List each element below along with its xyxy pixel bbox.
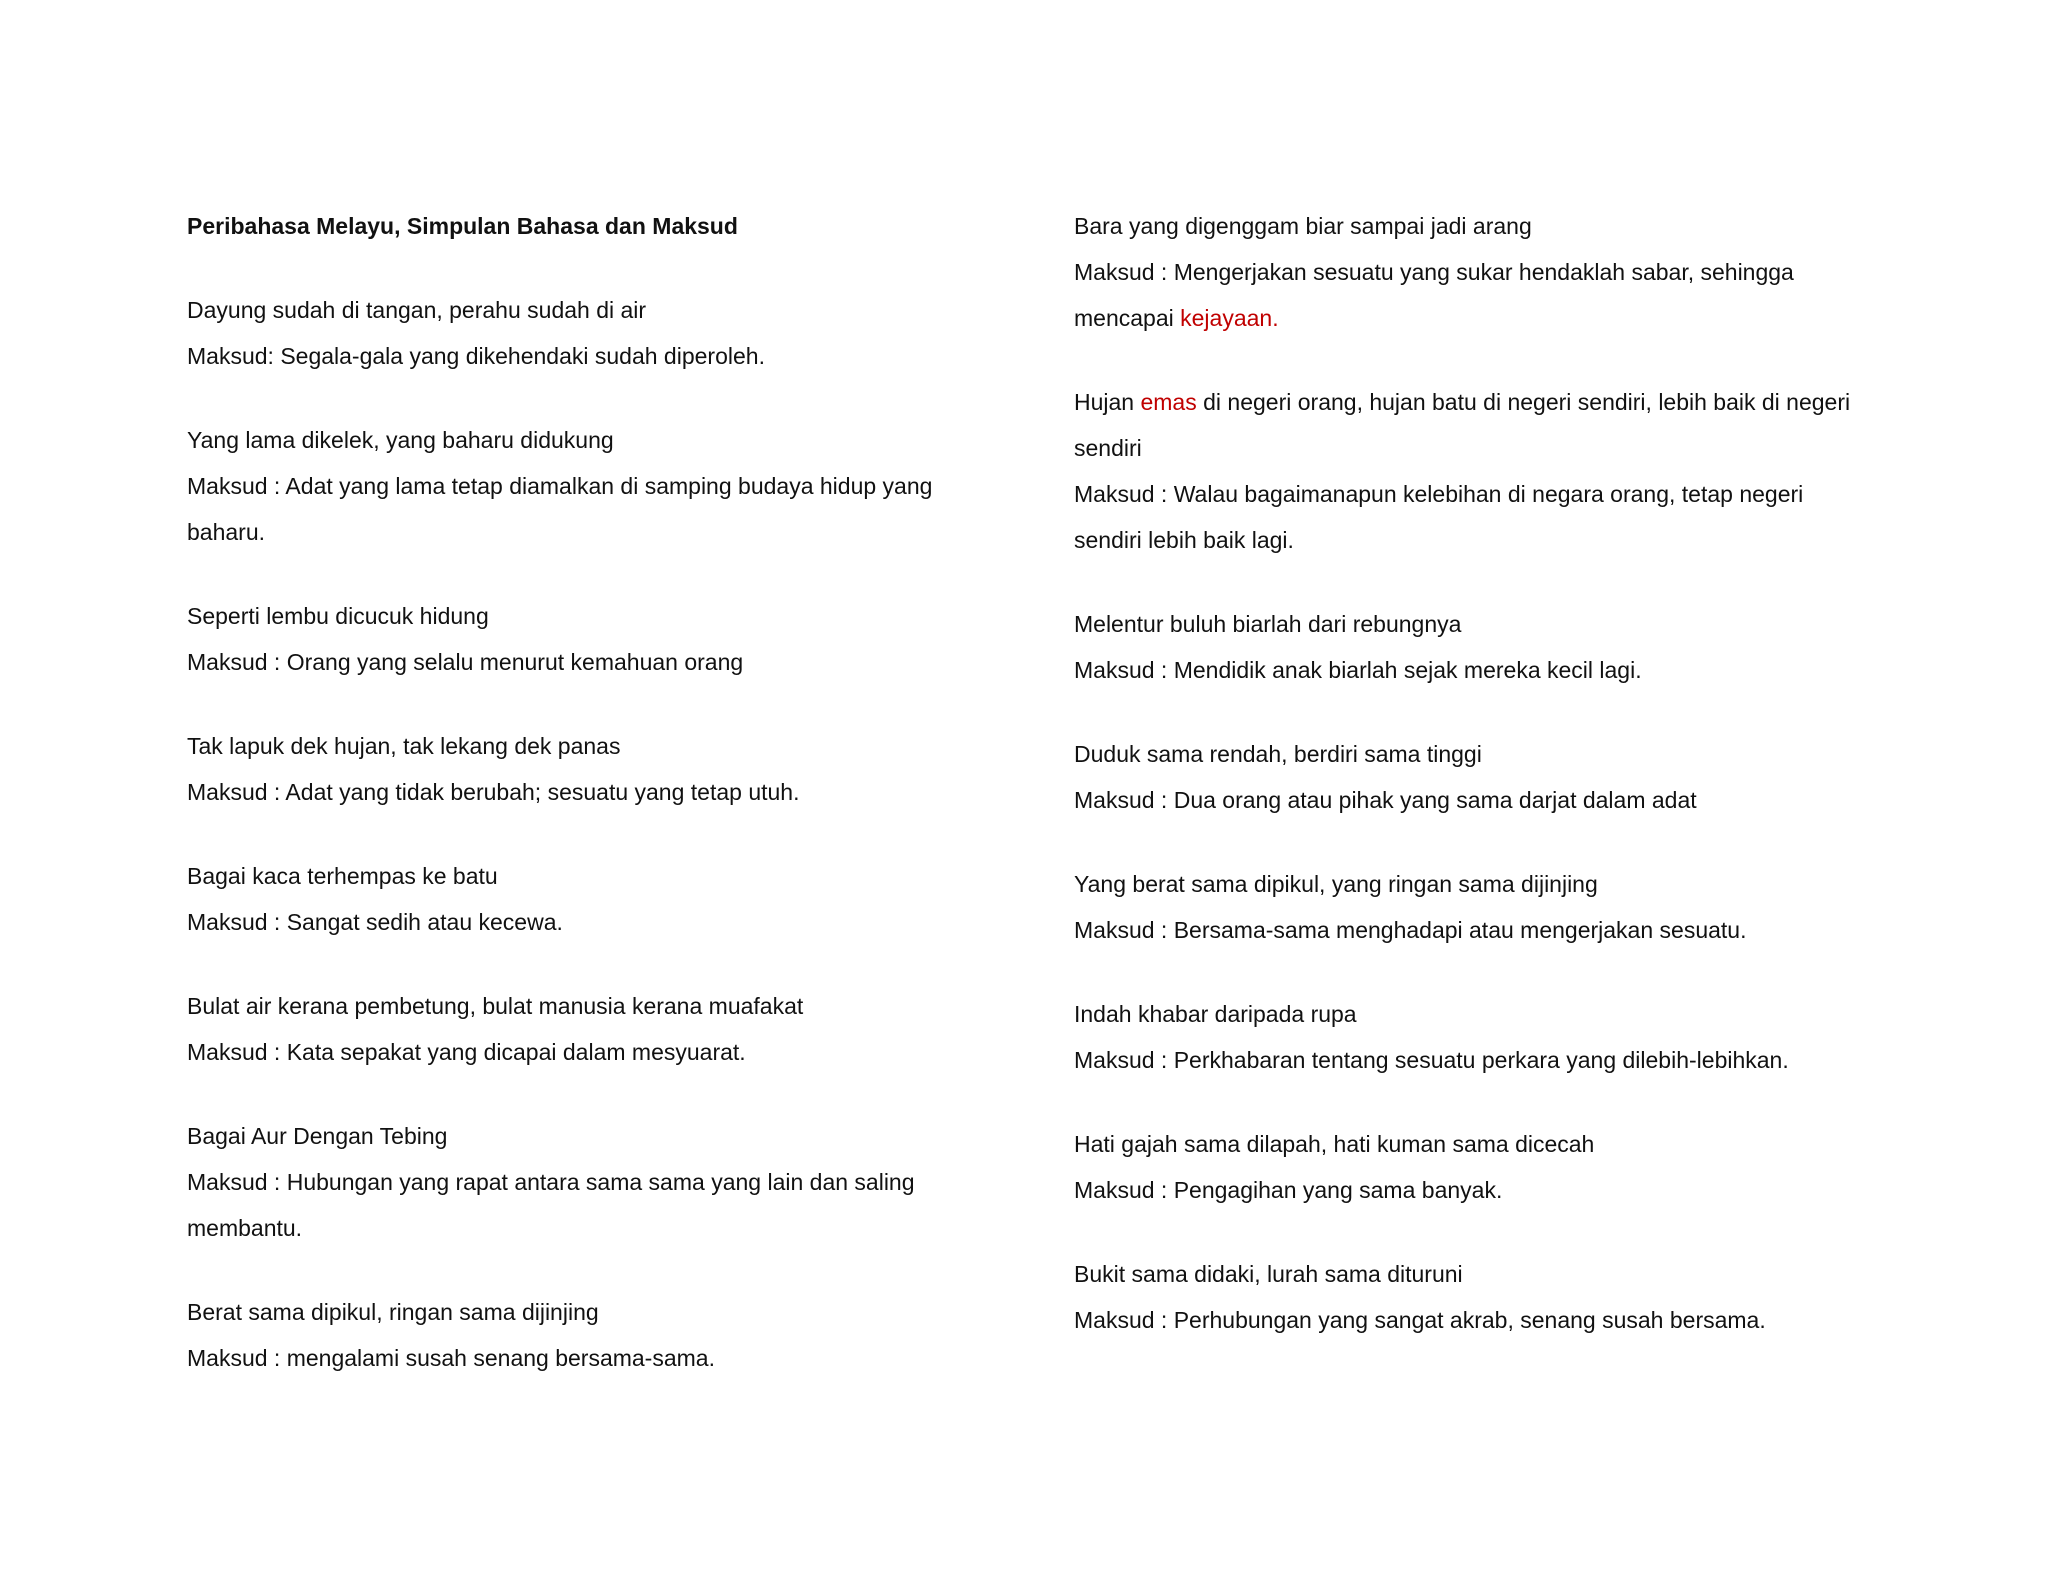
phrase-text: Hujan: [1074, 389, 1141, 415]
proverb-phrase: [1074, 379, 1874, 471]
proverb-phrase: Duduk sama rendah, berdiri sama tinggi: [1074, 741, 1482, 767]
meaning-text: Maksud : Mengerjakan sesuatu yang sukar hendaklah sabar, sehingga mencapai: [1074, 259, 1794, 331]
right-column: [1074, 203, 1874, 1381]
proverb-entry: [187, 417, 987, 555]
proverb-phrase: Hati gajah sama dilapah, hati kuman sama dicecah: [1074, 1131, 1595, 1157]
proverb-phrase: Bara yang digenggam biar sampai jadi arang: [1074, 213, 1532, 239]
proverb-meaning: Maksud : Kata sepakat yang dicapai dalam mesyuarat.: [187, 1039, 746, 1065]
proverb-meaning: Maksud: Segala-gala yang dikehendaki sudah diperoleh.: [187, 343, 765, 369]
phrase-text-end: di negeri orang, hujan batu di negeri sendiri, lebih baik di negeri sendiri: [1074, 389, 1851, 461]
proverb-meaning: [1074, 249, 1874, 341]
highlighted-word: kejayaan: [1180, 305, 1273, 331]
proverb-entry: [1074, 991, 1874, 1083]
proverb-entry: [1074, 861, 1874, 953]
proverb-entry: [187, 1113, 987, 1251]
proverb-entry: [187, 983, 987, 1075]
proverb-phrase: Melentur buluh biarlah dari rebungnya: [1074, 611, 1462, 637]
proverb-meaning: Maksud : Adat yang tidak berubah; sesuatu yang tetap utuh.: [187, 779, 800, 805]
proverb-meaning: Maksud : Perkhabaran tentang sesuatu perkara yang dilebih-lebihkan.: [1074, 1047, 1789, 1073]
proverb-entry: [1074, 601, 1874, 693]
proverb-phrase: Bukit sama didaki, lurah sama dituruni: [1074, 1261, 1463, 1287]
proverb-meaning: Maksud : Hubungan yang rapat antara sama sama yang lain dan saling membantu.: [187, 1169, 915, 1241]
proverb-phrase: Seperti lembu dicucuk hidung: [187, 603, 489, 629]
proverb-entry: [187, 593, 987, 685]
proverb-phrase: Berat sama dipikul, ringan sama dijinjing: [187, 1299, 599, 1325]
proverb-entry: [1074, 203, 1874, 341]
page-title: Peribahasa Melayu, Simpulan Bahasa dan Maksud: [187, 213, 738, 239]
proverb-meaning: Maksud : Sangat sedih atau kecewa.: [187, 909, 563, 935]
proverb-phrase: Tak lapuk dek hujan, tak lekang dek panas: [187, 733, 621, 759]
proverb-meaning: Maksud : Bersama-sama menghadapi atau mengerjakan sesuatu.: [1074, 917, 1747, 943]
proverb-meaning: Maksud : Dua orang atau pihak yang sama darjat dalam adat: [1074, 787, 1697, 813]
proverb-meaning: Maksud : Perhubungan yang sangat akrab, senang susah bersama.: [1074, 1307, 1766, 1333]
proverb-meaning: Maksud : mengalami susah senang bersama-sama.: [187, 1345, 715, 1371]
proverb-phrase: Yang lama dikelek, yang baharu didukung: [187, 427, 614, 453]
meaning-text-end: .: [1272, 305, 1279, 331]
proverb-phrase: Dayung sudah di tangan, perahu sudah di air: [187, 297, 647, 323]
proverb-entry: [187, 853, 987, 945]
proverb-meaning: Maksud : Orang yang selalu menurut kemahuan orang: [187, 649, 744, 675]
proverb-entry: [1074, 1121, 1874, 1213]
highlighted-word: emas: [1140, 389, 1197, 415]
proverb-entry: [187, 1289, 987, 1381]
proverb-meaning: Maksud : Mendidik anak biarlah sejak mereka kecil lagi.: [1074, 657, 1642, 683]
proverb-entry: [1074, 379, 1874, 563]
proverb-meaning: Maksud : Pengagihan yang sama banyak.: [1074, 1177, 1503, 1203]
proverb-meaning: Maksud : Adat yang lama tetap diamalkan di samping budaya hidup yang baharu.: [187, 473, 933, 545]
left-column: [187, 203, 987, 1419]
proverb-entry: [187, 723, 987, 815]
proverb-phrase: Yang berat sama dipikul, yang ringan sama dijinjing: [1074, 871, 1598, 897]
proverb-phrase: Bulat air kerana pembetung, bulat manusia kerana muafakat: [187, 993, 804, 1019]
proverb-entry: [1074, 1251, 1874, 1343]
proverb-phrase: Bagai kaca terhempas ke batu: [187, 863, 498, 889]
proverb-meaning: Maksud : Walau bagaimanapun kelebihan di negara orang, tetap negeri sendiri lebih baik lagi.: [1074, 481, 1804, 553]
proverb-entry: [187, 287, 987, 379]
proverb-phrase: Bagai Aur Dengan Tebing: [187, 1123, 448, 1149]
proverb-entry: [1074, 731, 1874, 823]
proverb-phrase: Indah khabar daripada rupa: [1074, 1001, 1357, 1027]
